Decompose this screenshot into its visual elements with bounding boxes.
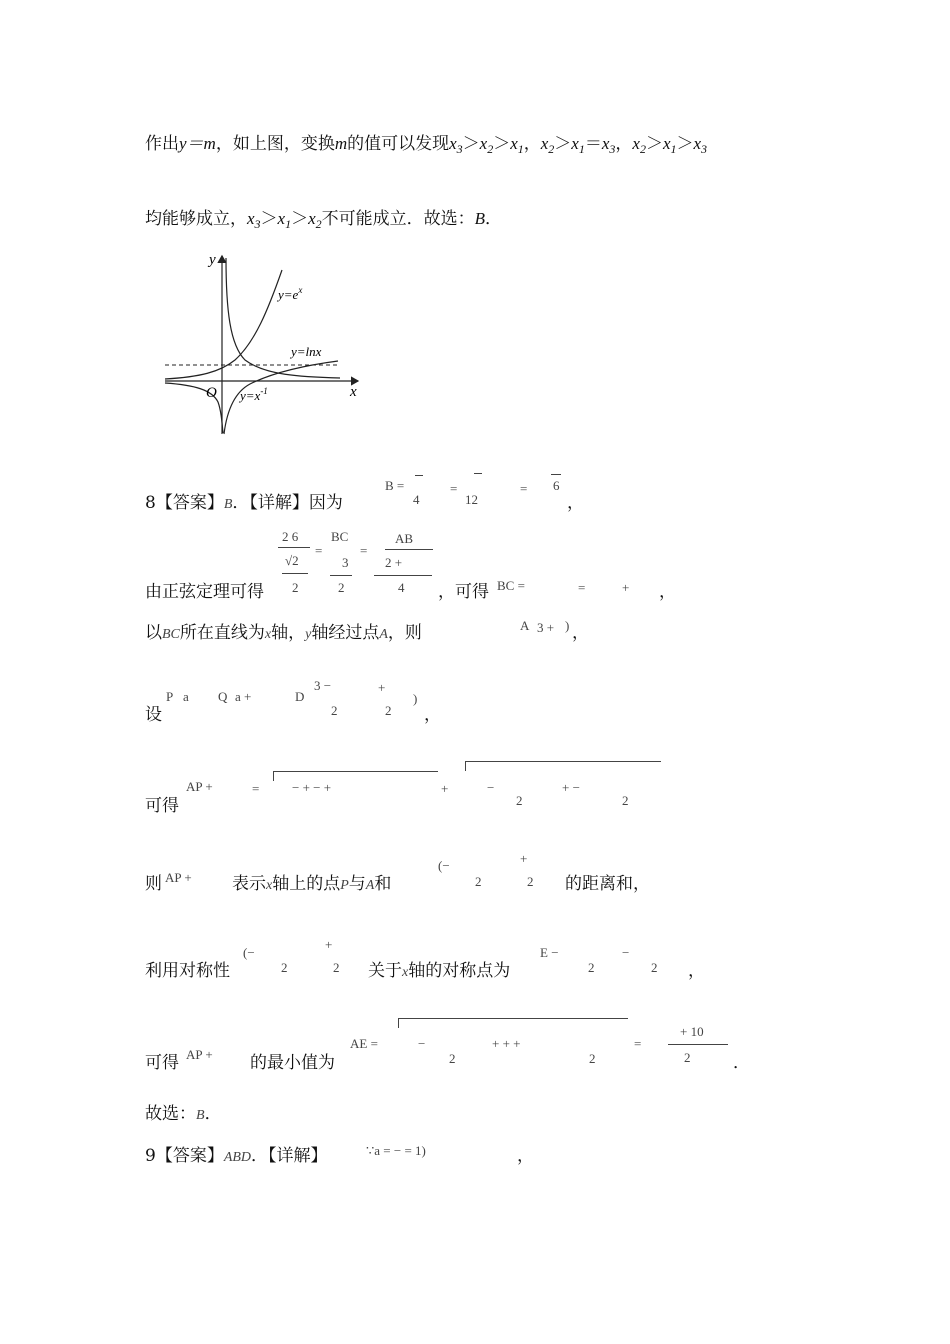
q8-line-6: 则 <box>145 874 162 894</box>
q8-line-4: 设 <box>145 705 162 725</box>
q8-l3-m: 3 + <box>537 620 555 635</box>
q8-l3-A2: A <box>520 618 530 633</box>
q8-m-eq1: = <box>450 481 458 496</box>
q8-l5-plus: + <box>441 781 449 796</box>
q8-l3-tail: ， <box>572 623 589 643</box>
q8-line-2b: ，可得 <box>438 582 489 602</box>
q8-l7-2a: 2 <box>281 960 288 975</box>
q8-l4-a2: a + <box>235 689 252 704</box>
q8-l5-p2: + − <box>562 780 580 795</box>
x-axis-label: x <box>350 384 357 400</box>
q8-l6-plus: + <box>520 851 528 866</box>
q8-l7-minus: − <box>622 945 630 960</box>
q8-l8-2a: 2 <box>449 1051 456 1066</box>
q8-m-12: 12 <box>465 492 478 507</box>
q8-f-2b: 2 <box>338 580 345 595</box>
q8-line-8: 可得 <box>145 1053 179 1073</box>
q8-f-3: 3 <box>342 555 349 570</box>
q8-l7-E: E − <box>540 945 559 960</box>
q8-f-eqb: = <box>360 543 368 558</box>
q8-l8-tail: ． <box>733 1053 750 1073</box>
q8-l4-plus: + <box>378 680 386 695</box>
origin-label: O <box>206 385 217 401</box>
q8-l7-open: (− <box>243 945 255 960</box>
q8-l5-eq: = <box>252 781 260 796</box>
q8-l4-D: D <box>295 689 305 704</box>
q8-m-B: B = <box>385 478 405 493</box>
q8-l4-a: a <box>183 689 189 704</box>
q8-line-5: 可得 <box>145 796 179 816</box>
q8-l8-den: 2 <box>684 1050 691 1065</box>
q8-l6-2b: 2 <box>527 874 534 889</box>
q8-l6-open: (− <box>438 858 450 873</box>
q8-f-2p: 2 + <box>385 555 403 570</box>
q8-f-r2: √2 <box>285 553 299 568</box>
para-2: 均能够成立，$x_3>x_1>x_2$不可能成立．故选：B． <box>145 209 503 231</box>
q8-line-7b: 关于x轴的对称点为 <box>368 961 511 981</box>
q8-line-1: 8【答案】B．【详解】因为 <box>145 493 343 513</box>
q8-l4-m1: 3 − <box>314 678 332 693</box>
para-1: 作出y＝m，如上图，变换m的值可以发现$x_3>x_2>x_1$，$x_2>x_1=x_3$，$x_2>x_1>x_3$ <box>145 134 708 156</box>
y-axis-label: y <box>209 252 216 268</box>
q8-f-AB: AB <box>395 531 414 546</box>
q8-m-6: 6 <box>553 478 560 493</box>
q8-l7-2d: 2 <box>651 960 658 975</box>
q8-line-2: 由正弦定理可得 <box>145 582 264 602</box>
q8-l7-2b: 2 <box>333 960 340 975</box>
q8-m-eq2: = <box>520 481 528 496</box>
q8-l8-pp: + + + <box>492 1036 521 1051</box>
function-graph <box>160 250 370 440</box>
curve-exp <box>165 270 282 379</box>
q8-l5-2b: 2 <box>622 793 629 808</box>
q8-f-4: 4 <box>398 580 405 595</box>
q8-l4-2b: 2 <box>385 703 392 718</box>
q8-l5-in1: − + − + <box>292 780 332 795</box>
q8-m-4: 4 <box>413 492 420 507</box>
exp-label: $y=e^x$ <box>278 285 303 302</box>
inverse-label: $y=x^{-1}$ <box>240 386 268 403</box>
q8-l3-close: ) <box>565 618 570 633</box>
q8-f-BC: BC <box>331 529 349 544</box>
q8-l4-2a: 2 <box>331 703 338 718</box>
q9-line-1: 9【答案】ABD．【详解】 <box>145 1146 328 1166</box>
q8-l6-tail: 的距离和， <box>565 874 650 894</box>
q8-l5-in2: − <box>487 780 495 795</box>
q8-l4-tail: ， <box>424 705 441 725</box>
q8-l8-in: − <box>418 1036 426 1051</box>
q8-l1-tail: ， <box>567 493 584 513</box>
q8-l4-Q: Q <box>218 689 228 704</box>
ln-label: y=lnx <box>291 344 322 359</box>
q9-tail: ， <box>517 1146 534 1166</box>
q8-l2-tail: ， <box>659 582 676 602</box>
q8-m-plus1: + <box>622 580 630 595</box>
q8-line-6b: 表示x轴上的点P与A和 <box>232 874 392 894</box>
q8-l5-AP: AP + <box>186 779 213 794</box>
q8-f-26: 2 6 <box>282 529 299 544</box>
q8-l7-tail: ， <box>688 961 705 981</box>
q8-f-eqa: = <box>315 543 323 558</box>
q8-l8-num: + 10 <box>680 1024 704 1039</box>
q8-f-2a: 2 <box>292 580 299 595</box>
q8-l7-2c: 2 <box>588 960 595 975</box>
q8-m-eq3: = <box>578 580 586 595</box>
q8-line-8b: 的最小值为 <box>250 1053 335 1073</box>
q8-l6-2a: 2 <box>475 874 482 889</box>
q8-l7-plus: + <box>325 937 333 952</box>
q8-m-BCe: BC = <box>497 578 525 593</box>
q8-l4-close: ) <box>413 691 418 706</box>
q8-l6-AP: AP + <box>165 870 192 885</box>
q8-l8-2b: 2 <box>589 1051 596 1066</box>
curve-inverse-positive <box>226 258 340 378</box>
q8-line-7: 利用对称性 <box>145 961 230 981</box>
q8-l4-P: P <box>166 689 174 704</box>
q8-l8-AE: AE = <box>350 1036 378 1051</box>
q8-l8-AP: AP + <box>186 1047 213 1062</box>
q9-m: ∵a = − = 1) <box>366 1143 426 1158</box>
q8-l5-2a: 2 <box>516 793 523 808</box>
q8-line-9: 故选：B． <box>145 1104 222 1124</box>
q8-line-3: 以BC所在直线为x轴，y轴经过点A，则 <box>145 623 422 643</box>
q8-l8-eq: = <box>634 1036 642 1051</box>
